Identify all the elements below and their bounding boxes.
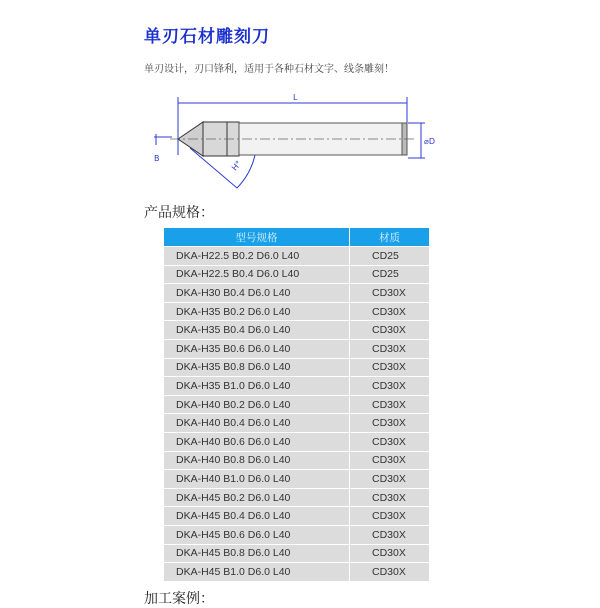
table-row: [164, 563, 430, 582]
material-cell: CD30X: [350, 451, 430, 470]
material-cell: CD30X: [350, 507, 430, 526]
model-cell: DKA-H30 B0.4 D6.0 L40: [164, 284, 350, 303]
table-row: [164, 525, 430, 544]
model-cell: DKA-H22.5 B0.4 D6.0 L40: [164, 265, 350, 284]
table-row: [164, 488, 430, 507]
table-row: [164, 321, 430, 340]
table-row: [164, 358, 430, 377]
table-row: [164, 284, 430, 303]
tip-width-label: B: [154, 154, 160, 163]
diameter-label: ⌀D: [424, 137, 435, 146]
material-cell: CD30X: [350, 470, 430, 489]
table-row: [164, 377, 430, 396]
material-cell: CD30X: [350, 544, 430, 563]
table-row: [164, 414, 430, 433]
length-label: L: [293, 93, 298, 102]
material-cell: CD25: [350, 265, 430, 284]
material-cell: CD30X: [350, 563, 430, 582]
model-cell: DKA-H40 B0.4 D6.0 L40: [164, 414, 350, 433]
model-cell: DKA-H35 B0.4 D6.0 L40: [164, 321, 350, 340]
material-cell: CD30X: [350, 284, 430, 303]
material-cell: CD25: [350, 247, 430, 266]
model-cell: DKA-H40 B0.2 D6.0 L40: [164, 395, 350, 414]
model-cell: DKA-H45 B0.8 D6.0 L40: [164, 544, 350, 563]
table-row: [164, 339, 430, 358]
material-cell: CD30X: [350, 302, 430, 321]
header-material: 材质: [350, 228, 430, 247]
model-cell: DKA-H40 B1.0 D6.0 L40: [164, 470, 350, 489]
model-cell: DKA-H45 B1.0 D6.0 L40: [164, 563, 350, 582]
table-row: [164, 544, 430, 563]
material-cell: CD30X: [350, 395, 430, 414]
model-cell: DKA-H35 B0.6 D6.0 L40: [164, 339, 350, 358]
material-cell: CD30X: [350, 321, 430, 340]
material-cell: CD30X: [350, 339, 430, 358]
table-row: [164, 507, 430, 526]
angle-label: H°: [230, 159, 244, 173]
table-row: [164, 432, 430, 451]
table-row: [164, 470, 430, 489]
material-cell: CD30X: [350, 432, 430, 451]
spec-heading: 产品规格：: [144, 205, 214, 221]
table-row: [164, 265, 430, 284]
model-cell: DKA-H35 B0.8 D6.0 L40: [164, 358, 350, 377]
model-cell: DKA-H45 B0.6 D6.0 L40: [164, 525, 350, 544]
model-cell: DKA-H45 B0.4 D6.0 L40: [164, 507, 350, 526]
model-cell: DKA-H40 B0.8 D6.0 L40: [164, 451, 350, 470]
model-cell: DKA-H35 B0.2 D6.0 L40: [164, 302, 350, 321]
model-cell: DKA-H45 B0.2 D6.0 L40: [164, 488, 350, 507]
table-row: [164, 451, 430, 470]
table-row: [164, 395, 430, 414]
case-heading: 加工案例：: [144, 591, 214, 607]
tool-drawing: [140, 85, 450, 200]
spec-table: [163, 227, 430, 582]
material-cell: CD30X: [350, 358, 430, 377]
material-cell: CD30X: [350, 414, 430, 433]
page-title: 单刃石材雕刻刀: [144, 27, 270, 47]
material-cell: CD30X: [350, 525, 430, 544]
material-cell: CD30X: [350, 488, 430, 507]
model-cell: DKA-H22.5 B0.2 D6.0 L40: [164, 247, 350, 266]
table-row: [164, 302, 430, 321]
product-description: 单刃设计，刃口锋利，适用于各种石材文字、线条雕刻！: [144, 64, 394, 75]
header-model: 型号规格: [164, 228, 350, 247]
model-cell: DKA-H35 B1.0 D6.0 L40: [164, 377, 350, 396]
table-row: [164, 247, 430, 266]
model-cell: DKA-H40 B0.6 D6.0 L40: [164, 432, 350, 451]
material-cell: CD30X: [350, 377, 430, 396]
